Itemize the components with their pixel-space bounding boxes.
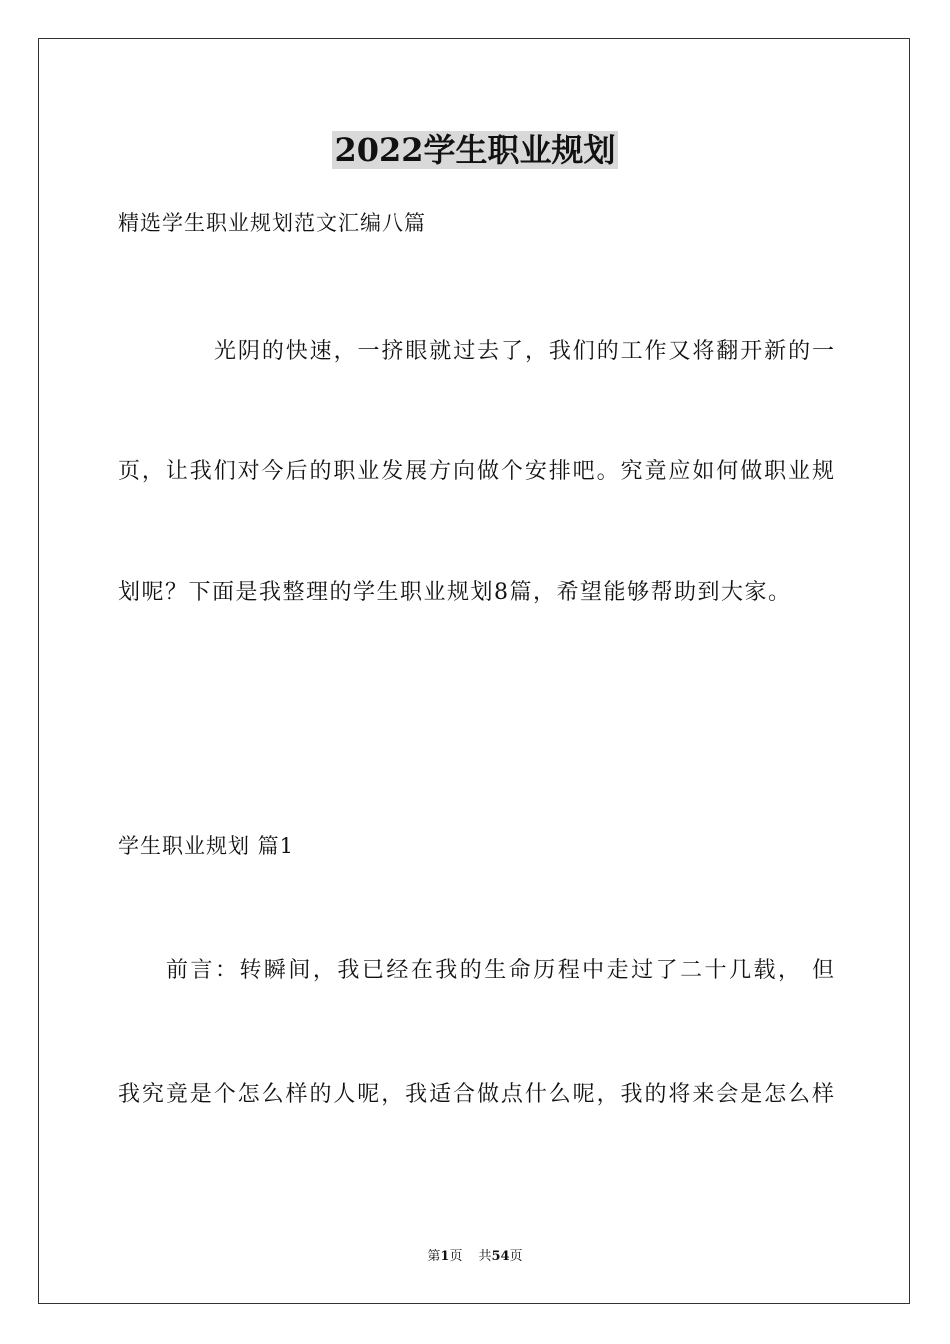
document-title-text: 2022学生职业规划 xyxy=(334,131,616,169)
footer-total-suffix: 页 xyxy=(509,1249,523,1264)
document-subtitle: 精选学生职业规划范文汇编八篇 xyxy=(118,211,426,235)
paragraph-1-line-1: 光阴的快速，一挤眼就过去了，我们的工作又将翻开新的一 xyxy=(214,339,834,364)
paragraph-2-line-1: 前言：转瞬间，我已经在我的生命历程中走过了二十几载， 但 xyxy=(166,958,834,983)
section-heading: 学生职业规划 篇1 xyxy=(118,834,295,858)
paragraph-1-line-3: 划呢？下面是我整理的学生职业规划8篇，希望能够帮助到大家。 xyxy=(118,580,792,605)
footer-page-suffix: 页 xyxy=(449,1249,463,1264)
paragraph-2-line-2: 我究竟是个怎么样的人呢，我适合做点什么呢，我的将来会是怎么样 xyxy=(118,1082,834,1107)
footer-page-number: 1 xyxy=(440,1249,450,1264)
footer-total-prefix: 共 xyxy=(478,1249,492,1264)
footer-page-prefix: 第 xyxy=(427,1249,441,1264)
paragraph-1-line-2: 页，让我们对今后的职业发展方向做个安排吧。究竟应如何做职业规 xyxy=(118,459,834,484)
page-footer xyxy=(0,1248,950,1266)
document-title xyxy=(0,128,950,172)
footer-total-pages: 54 xyxy=(491,1249,510,1264)
